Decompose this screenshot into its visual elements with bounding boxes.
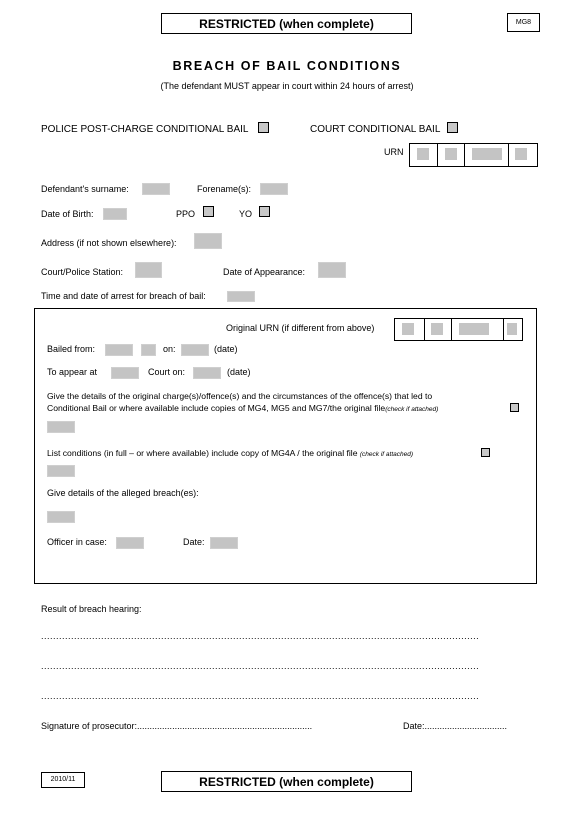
arrest-label: Time and date of arrest for breach of bail: [41, 291, 206, 301]
ppo-checkbox[interactable] [203, 206, 214, 217]
officer-date-label: Date: [183, 537, 205, 547]
forenames-label: Forename(s): [197, 184, 252, 194]
station-label: Court/Police Station: [41, 267, 124, 277]
urn-label: URN [384, 147, 404, 157]
bailed-date-hint: (date) [214, 344, 238, 354]
charges-field[interactable] [47, 421, 75, 433]
on-label: on: [163, 344, 176, 354]
page-title: BREACH OF BAIL CONDITIONS [172, 59, 402, 73]
court-bail-checkbox[interactable] [447, 122, 458, 133]
form-code: MG8 [507, 13, 540, 32]
version-code: 2010/11 [41, 772, 85, 788]
yo-checkbox[interactable] [259, 206, 270, 217]
appearance-label: Date of Appearance: [223, 267, 306, 277]
dob-label: Date of Birth: [41, 209, 94, 219]
bailed-from-field-2[interactable] [141, 344, 156, 356]
police-bail-checkbox[interactable] [258, 122, 269, 133]
charges-check-hint: (check if attached) [385, 406, 439, 413]
charges-attached-checkbox[interactable] [510, 403, 519, 412]
conditions-attached-checkbox[interactable] [481, 448, 490, 457]
charges-instruction-text: Conditional Bail or where available include copies of MG4, MG5 and MG7/the original file [47, 403, 386, 413]
page-subtitle: (The defendant MUST appear in court within 24 hours of arrest) [160, 81, 414, 91]
result-line-1[interactable]: .................................................................................................................................................. [41, 631, 480, 641]
to-appear-label: To appear at [47, 367, 98, 377]
forenames-field[interactable] [260, 183, 288, 195]
breaches-field[interactable] [47, 511, 75, 523]
charges-instruction-line1: Give the details of the original charge(s)/offence(s) and the circumstances of the offence(s) that led to [47, 391, 433, 401]
ppo-label: PPO [176, 209, 196, 219]
arrest-field[interactable] [227, 291, 255, 302]
charges-instruction-line2 [47, 403, 438, 413]
to-appear-field[interactable] [111, 367, 139, 379]
conditions-field[interactable] [47, 465, 75, 477]
urn-field[interactable] [409, 143, 538, 167]
officer-field[interactable] [116, 537, 144, 549]
address-field[interactable] [194, 233, 222, 249]
signature-field[interactable]: Signature of prosecutor:...................................................................... [41, 721, 313, 731]
dob-field[interactable] [103, 208, 127, 220]
appearance-field[interactable] [318, 262, 346, 278]
police-bail-label: POLICE POST-CHARGE CONDITIONAL BAIL [41, 124, 249, 135]
bailed-from-field[interactable] [105, 344, 133, 356]
officer-label: Officer in case: [47, 537, 107, 547]
surname-label: Defendant's surname: [41, 184, 129, 194]
signature-date-field[interactable]: Date:................................. [403, 721, 508, 731]
restricted-banner-top: RESTRICTED (when complete) [161, 13, 412, 34]
court-bail-label: COURT CONDITIONAL BAIL [310, 124, 441, 135]
restricted-banner-bottom: RESTRICTED (when complete) [161, 771, 412, 792]
court-on-date-field[interactable] [193, 367, 221, 379]
address-label: Address (if not shown elsewhere): [41, 238, 177, 248]
station-field[interactable] [135, 262, 162, 278]
bailed-from-label: Bailed from: [47, 344, 96, 354]
result-line-3[interactable]: .................................................................................................................................................. [41, 691, 480, 701]
bailed-on-date-field[interactable] [181, 344, 209, 356]
surname-field[interactable] [142, 183, 170, 195]
yo-label: YO [239, 209, 253, 219]
breaches-label: Give details of the alleged breach(es): [47, 488, 199, 498]
original-urn-label: Original URN (if different from above) [226, 323, 375, 333]
result-label: Result of breach hearing: [41, 604, 142, 614]
court-on-label: Court on: [148, 367, 186, 377]
court-date-hint: (date) [227, 367, 251, 377]
conditions-text: List conditions (in full – or where available) include copy of MG4A / the original file [47, 448, 358, 458]
result-line-2[interactable]: .................................................................................................................................................. [41, 661, 480, 671]
conditions-instruction [47, 448, 413, 458]
officer-date-field[interactable] [210, 537, 238, 549]
conditions-check-hint: (check if attached) [359, 451, 413, 458]
original-urn-field[interactable] [394, 318, 523, 341]
